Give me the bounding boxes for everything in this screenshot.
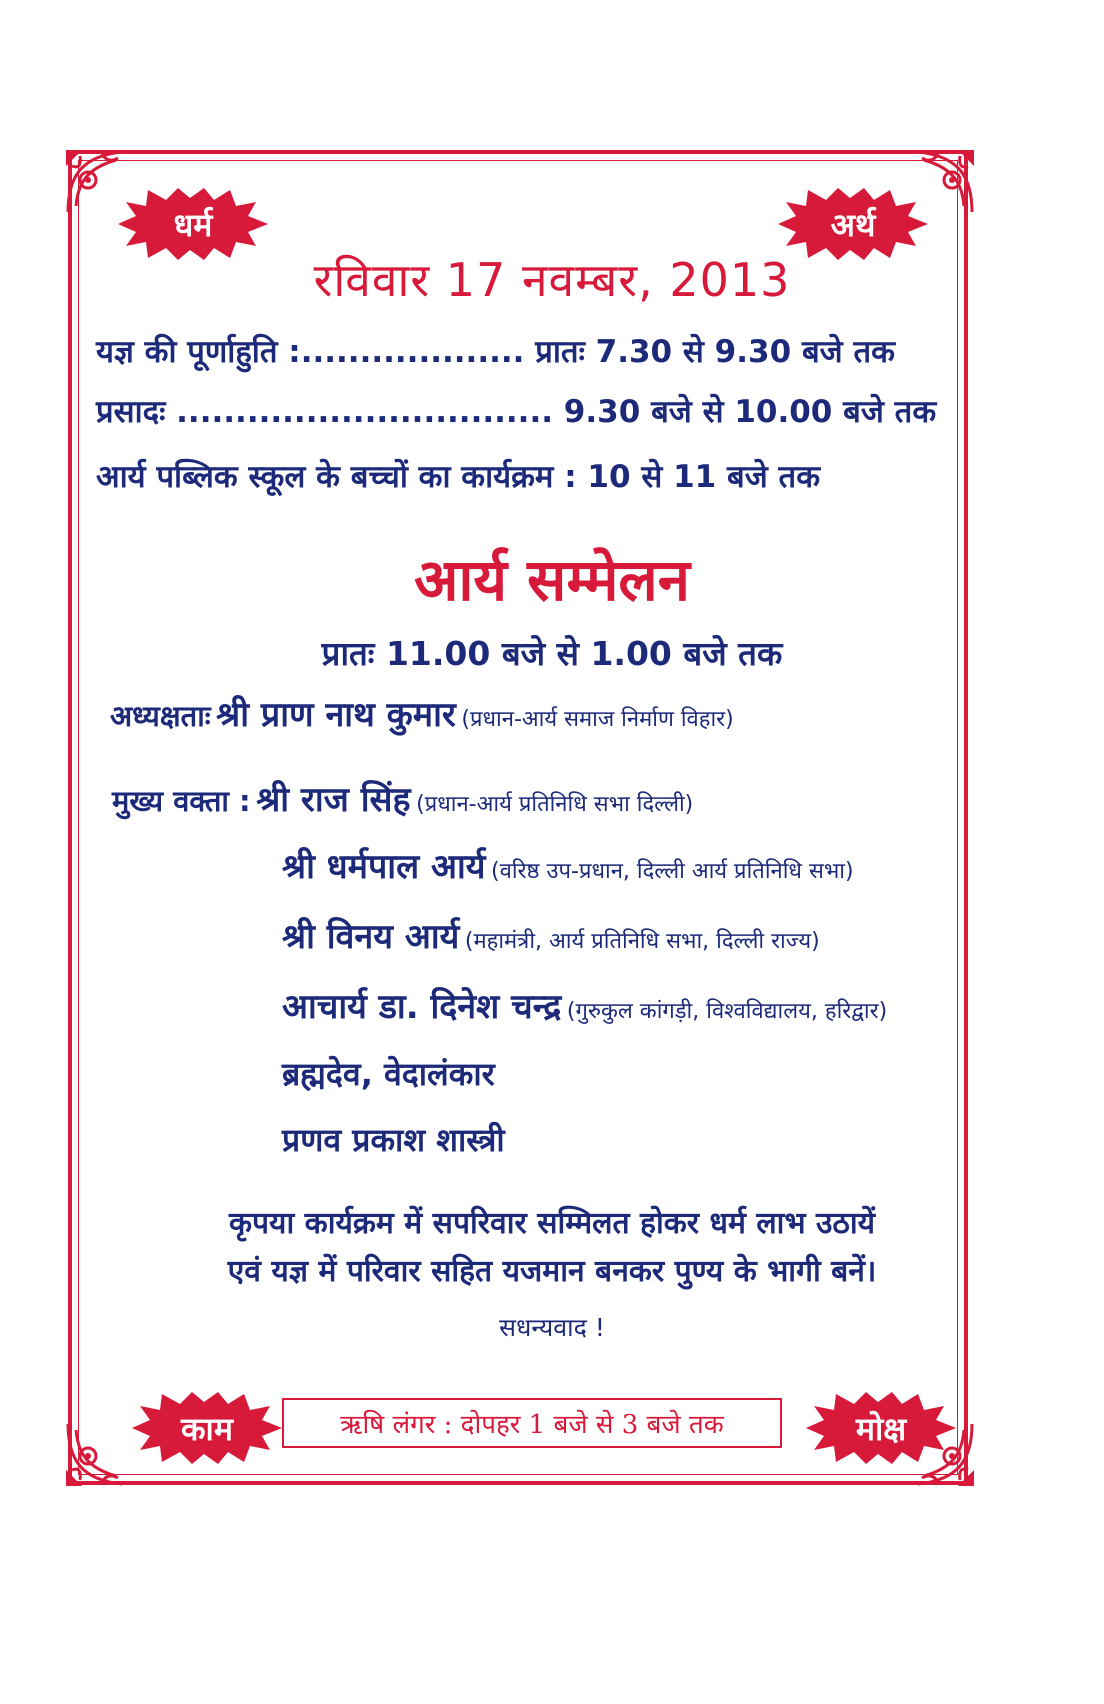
speaker-line [282, 982, 887, 1028]
thanks-text: सधन्यवाद ! [499, 1313, 605, 1342]
speaker-line [282, 912, 820, 958]
speaker-role: (गुरुकुल कांगड़ी, विश्वविद्यालय, हरिद्वार) [566, 999, 888, 1024]
schedule-row [96, 390, 936, 432]
speaker-name: प्रणव प्रकाश शास्त्री [282, 1121, 505, 1159]
schedule-dots: ................................ [176, 394, 553, 430]
corner-ornament-icon [62, 1418, 134, 1490]
vakta-label: मुख्य वक्ता : [112, 784, 251, 818]
schedule-label: यज्ञ की पूर्णाहुति : [96, 334, 301, 370]
moksha-badge [806, 1390, 956, 1466]
sammelan-title: आर्य सम्मेलन [414, 546, 690, 614]
schedule-row [96, 455, 936, 497]
schedule-label: प्रसादः [96, 394, 166, 430]
kama-label: काम [180, 1409, 233, 1448]
speaker-name: ब्रह्मदेव, वेदालंकार [282, 1055, 495, 1093]
adhyaksh-name: श्री प्राण नाथ कुमार [216, 695, 456, 735]
appeal-text [0, 1200, 1104, 1296]
speaker-line [112, 775, 693, 821]
speaker-name: श्री राज सिंह [256, 780, 411, 820]
adhyaksh-role: (प्रधान-आर्य समाज निर्माण विहार) [461, 707, 734, 732]
speaker-name: आचार्य डा. दिनेश चन्द्र [282, 987, 562, 1027]
kama-badge [132, 1390, 282, 1466]
langar-box: ऋषि लंगर : दोपहर 1 बजे से 3 बजे तक [282, 1398, 782, 1448]
adhyaksh-line [110, 690, 734, 736]
schedule-dots: ................... [300, 334, 525, 370]
appeal-line: एवं यज्ञ में परिवार सहित यजमान बनकर पुण्य के भागी बनें। [227, 1254, 877, 1289]
moksha-label: मोक्ष [855, 1409, 907, 1448]
speaker-name: श्री धर्मपाल आर्य [282, 847, 486, 887]
schedule-time: 9.30 बजे से 10.00 बजे तक [563, 394, 937, 430]
dharma-label: धर्म [173, 205, 213, 244]
schedule-time: 10 से 11 बजे तक [587, 459, 821, 495]
speaker-role: (महामंत्री, आर्य प्रतिनिधि सभा, दिल्ली राज्य) [464, 929, 820, 954]
speaker-role: (प्रधान-आर्य प्रतिनिधि सभा दिल्ली) [416, 792, 694, 817]
schedule-time: प्रातः 7.30 से 9.30 बजे तक [535, 334, 895, 370]
appeal-line: कृपया कार्यक्रम में सपरिवार सम्मिलत होकर धर्म लाभ उठायें [228, 1206, 876, 1241]
date-heading: रविवार 17 नवम्बर, 2013 [313, 253, 791, 307]
sammelan-time: प्रातः 11.00 बजे से 1.00 बजे तक [321, 634, 783, 673]
artha-label: अर्थ [830, 205, 876, 244]
schedule-label: आर्य पब्लिक स्कूल के बच्चों का कार्यक्रम : [96, 459, 577, 495]
speaker-line [282, 842, 854, 888]
speaker-name: श्री विनय आर्य [282, 917, 460, 957]
speaker-role: (वरिष्ठ उप-प्रधान, दिल्ली आर्य प्रतिनिधि सभा) [491, 859, 854, 884]
adhyaksh-label: अध्यक्षताः [110, 699, 211, 733]
schedule-row [96, 330, 936, 372]
